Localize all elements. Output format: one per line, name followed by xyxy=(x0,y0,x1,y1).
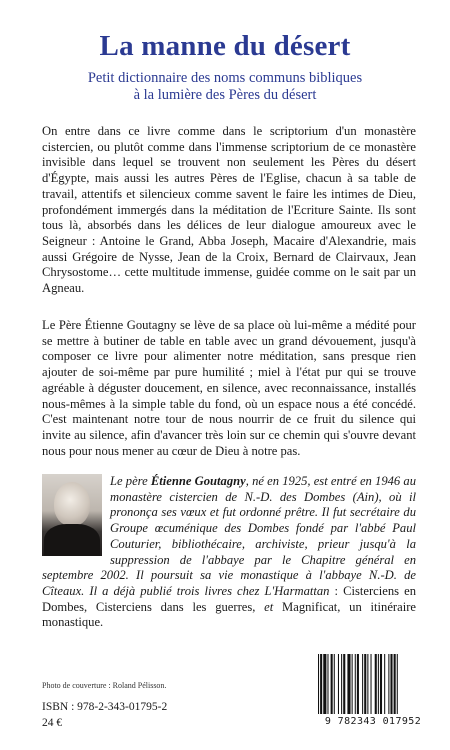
book-title: La manne du désert xyxy=(99,30,351,62)
barcode xyxy=(310,650,436,734)
subtitle-line-2: à la lumière des Pères du désert xyxy=(133,87,317,103)
author-bio xyxy=(42,474,416,631)
bio-intro: Le père xyxy=(110,474,148,488)
photo-credit: Photo de couverture : Roland Pélisson. xyxy=(42,681,167,690)
isbn-number: ISBN : 978-2-343-01795-2 xyxy=(42,701,168,713)
price: 24 € xyxy=(42,717,63,729)
blurb-paragraph-2: Le Père Étienne Goutagny se lève de sa place où lui-même a médité pour se mettre à butiner de table en table avec un grand dévouement, jusqu'à composer ce livre pour alimenter notre méditation, sans presque rien ajouter de soi-même par pure humilité ; miel à l'état pur qui se trouve agréable à déguster doucement, en silence, avec reconnaissance, installés nous-mêmes à la simple table du fond, où un espace nous a été concédé. C'est maintenant notre tour de nous nourrir de ce fruit du silence qui invite au silence, afin d'avancer très loin sur ce chemin qui s'ouvre devant nous pour nous mener au cœur de Dieu à notre pas. xyxy=(42,318,416,458)
bio-book-titles: : Cisterciens en Dombes, Cisterciens dans les guerres, xyxy=(42,583,416,614)
bio-last-title: Magnificat, un itinéraire monastique. xyxy=(42,599,416,630)
bio-text: , né en 1925, est entré en 1946 au monastère cistercien de N.-D. des Dombes (Ain), où il prononça ses vœux et fut ordonné prêtre. Il fut secrétaire du Groupe œcuménique des Dombes fondé par l'abbé Paul Couturier, bibliothécaire, archiviste, prieur jusqu'à la suppression de l'abbaye par le Chapitre général en septembre 2002. Il poursuit sa vie monastique à l'abbaye N.-D. de Cîteaux. Il a déjà publié trois livres chez xyxy=(42,474,416,598)
isbn-block xyxy=(42,699,167,731)
blurb-paragraph-1: On entre dans ce livre comme dans le scriptorium d'un monastère cistercien, ou plutôt comme dans l'immense scriptorium de ce monastère invisible dans lequel se trouvent non seulement les Pères du désert d'Égypte, mais aussi les autres Pères de l'Eglise, chacun à sa table de travail, attentifs et silencieux comme savent le faire les intimes de Dieu, profondément immergés dans la méditation de l'Ecriture Sainte. Ils sont tous là, absorbés dans les délices de leur dialogue amoureux avec le Seigneur : Antoine le Grand, Abba Joseph, Macaire d'Alexandrie, mais aussi Grégoire de Nysse, Jean de la Croix, Bernard de Clairvaux, Jean Chrysostome… cette multitude immense, guidée comme on le sait par un Agneau. xyxy=(42,124,416,296)
subtitle-line-1: Petit dictionnaire des noms communs bibliques xyxy=(87,70,363,86)
author-name: Étienne Goutagny xyxy=(150,474,246,488)
barcode-bars xyxy=(316,654,430,716)
bio-et: et xyxy=(255,599,274,614)
publisher-name: L'Harmattan xyxy=(264,583,330,598)
book-subtitle xyxy=(0,70,450,104)
barcode-digits: 9 782343 017952 xyxy=(324,716,422,727)
